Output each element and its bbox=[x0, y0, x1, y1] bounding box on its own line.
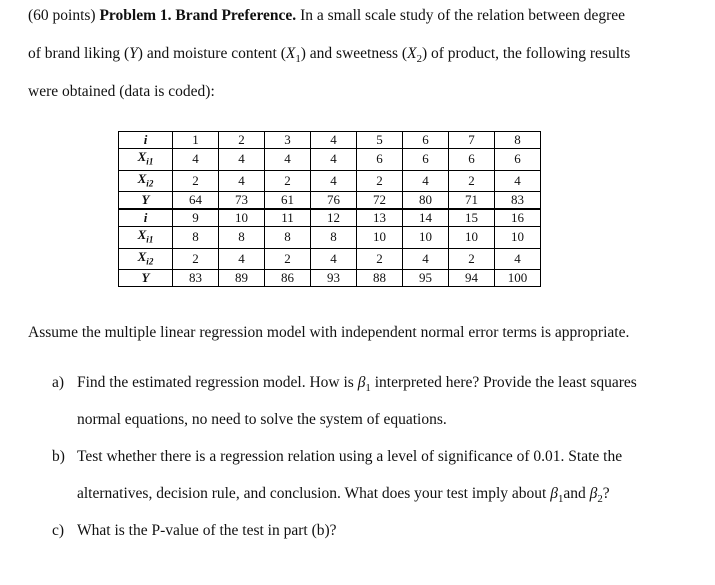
table-cell: 76 bbox=[311, 192, 357, 210]
row-label-sub: i1 bbox=[146, 234, 154, 245]
table-cell: 8 bbox=[219, 227, 265, 249]
question-c-letter: c) bbox=[52, 522, 65, 539]
row-label bbox=[119, 248, 173, 270]
table-cell: 7 bbox=[449, 132, 495, 149]
table-cell: 8 bbox=[265, 227, 311, 249]
table-cell: 6 bbox=[403, 132, 449, 149]
problem-heading-line bbox=[28, 7, 625, 25]
var-X2-sub: 2 bbox=[416, 53, 422, 66]
table-cell: 4 bbox=[219, 149, 265, 171]
table-cell: 4 bbox=[173, 149, 219, 171]
var-Y: Y bbox=[129, 45, 138, 62]
table-cell: 2 bbox=[265, 248, 311, 270]
intro-line2-part-c: ) and sweetness ( bbox=[300, 45, 408, 62]
table-cell: 8 bbox=[495, 132, 541, 149]
table-cell: 13 bbox=[357, 209, 403, 227]
table-cell: 93 bbox=[311, 270, 357, 287]
var-X2: X bbox=[407, 45, 417, 62]
beta-symbol: β bbox=[357, 374, 366, 391]
row-label bbox=[119, 170, 173, 192]
beta1-symbol: β bbox=[550, 485, 558, 502]
row-label-text: X bbox=[137, 227, 147, 243]
table-cell: 6 bbox=[449, 149, 495, 171]
row-label-text: X bbox=[137, 149, 147, 164]
table-row bbox=[119, 132, 541, 149]
intro-line2-part-d: ) of product, the following results bbox=[421, 45, 631, 62]
table-cell: 8 bbox=[311, 227, 357, 249]
row-label bbox=[119, 149, 173, 171]
table-cell: 71 bbox=[449, 192, 495, 210]
table-cell: 10 bbox=[357, 227, 403, 249]
table-cell: 6 bbox=[357, 149, 403, 171]
table-cell: 2 bbox=[449, 248, 495, 270]
table-row bbox=[119, 170, 541, 192]
table-row bbox=[119, 227, 541, 249]
beta2-sub: 2 bbox=[597, 493, 603, 506]
row-label-sub: i2 bbox=[146, 178, 154, 189]
table-cell: 2 bbox=[265, 170, 311, 192]
question-a-letter: a) bbox=[52, 374, 65, 391]
table-cell: 15 bbox=[449, 209, 495, 227]
table-cell: 72 bbox=[357, 192, 403, 210]
question-b-line2 bbox=[77, 485, 610, 505]
table-cell: 2 bbox=[357, 170, 403, 192]
beta2-symbol: β bbox=[589, 485, 598, 502]
table-cell: 64 bbox=[173, 192, 219, 210]
points-label: (60 points) bbox=[28, 7, 96, 24]
table-cell: 4 bbox=[495, 170, 541, 192]
table-cell: 4 bbox=[311, 132, 357, 149]
table-cell: 2 bbox=[357, 248, 403, 270]
data-table bbox=[118, 131, 541, 287]
table-cell: 4 bbox=[265, 149, 311, 171]
row-label bbox=[119, 132, 173, 149]
table-cell: 16 bbox=[495, 209, 541, 227]
question-a-text-part2: interpreted here? Provide the least squares bbox=[370, 374, 637, 391]
table-row bbox=[119, 192, 541, 210]
row-label bbox=[119, 270, 173, 287]
question-b-line1 bbox=[52, 448, 623, 466]
table-cell: 9 bbox=[173, 209, 219, 227]
question-b-text1: Test whether there is a regression relation using a level of significance of 0.01. State the bbox=[77, 448, 623, 465]
var-X1-sub: 1 bbox=[295, 53, 301, 66]
question-b-text2: alternatives, decision rule, and conclusion. What does your test imply about bbox=[77, 485, 551, 502]
row-label-text: X bbox=[137, 248, 147, 264]
table-cell: 3 bbox=[265, 132, 311, 149]
question-c-line1 bbox=[52, 522, 337, 540]
row-label bbox=[119, 209, 173, 227]
table-cell: 94 bbox=[449, 270, 495, 287]
table-row bbox=[119, 270, 541, 287]
table-row bbox=[119, 209, 541, 227]
row-label-text: i bbox=[143, 210, 148, 226]
row-label-sub: i1 bbox=[146, 156, 154, 167]
table-cell: 4 bbox=[495, 248, 541, 270]
intro-line2 bbox=[28, 45, 630, 65]
table-cell: 4 bbox=[311, 248, 357, 270]
table-cell: 4 bbox=[311, 170, 357, 192]
table-cell: 88 bbox=[357, 270, 403, 287]
table-cell: 2 bbox=[173, 248, 219, 270]
table-cell: 2 bbox=[449, 170, 495, 192]
beta1-sub: 1 bbox=[557, 493, 564, 506]
row-label-text: X bbox=[137, 170, 147, 186]
table-cell: 1 bbox=[173, 132, 219, 149]
table-cell: 2 bbox=[173, 170, 219, 192]
row-label bbox=[119, 192, 173, 210]
table-cell: 4 bbox=[219, 248, 265, 270]
table-cell: 8 bbox=[173, 227, 219, 249]
assumption-text: Assume the multiple linear regression model with independent normal error terms is appropriate. bbox=[28, 324, 630, 341]
table-cell: 83 bbox=[495, 192, 541, 210]
intro-line1: In a small scale study of the relation between degree bbox=[300, 7, 626, 24]
table-cell: 80 bbox=[403, 192, 449, 210]
table-cell: 10 bbox=[449, 227, 495, 249]
intro-line3: were obtained (data is coded): bbox=[28, 83, 215, 100]
beta-sub: 1 bbox=[365, 382, 371, 395]
table-cell: 10 bbox=[219, 209, 265, 227]
table-cell: 100 bbox=[495, 270, 541, 287]
table-cell: 73 bbox=[219, 192, 265, 210]
intro-line2-part-a: of brand liking ( bbox=[28, 45, 130, 62]
question-a-line2: normal equations, no need to solve the system of equations. bbox=[77, 411, 447, 428]
table-cell: 11 bbox=[265, 209, 311, 227]
table-cell: 95 bbox=[403, 270, 449, 287]
question-a-text-part1: Find the estimated regression model. How is bbox=[77, 374, 358, 391]
var-X1: X bbox=[285, 45, 296, 62]
table-cell: 4 bbox=[311, 149, 357, 171]
table-cell: 10 bbox=[403, 227, 449, 249]
row-label-text: i bbox=[143, 132, 148, 147]
table-cell: 86 bbox=[265, 270, 311, 287]
table-cell: 4 bbox=[219, 170, 265, 192]
table-row bbox=[119, 149, 541, 171]
question-mark: ? bbox=[602, 485, 610, 502]
row-label-text: Y bbox=[141, 192, 150, 208]
and-word: and bbox=[563, 485, 590, 502]
question-b-letter: b) bbox=[52, 448, 65, 465]
table-cell: 4 bbox=[403, 248, 449, 270]
table-cell: 6 bbox=[495, 149, 541, 171]
table-cell: 6 bbox=[403, 149, 449, 171]
table-cell: 83 bbox=[173, 270, 219, 287]
question-a-line1 bbox=[52, 374, 637, 395]
table-cell: 2 bbox=[219, 132, 265, 149]
intro-line2-part-b: ) and moisture content ( bbox=[137, 45, 286, 62]
table-cell: 89 bbox=[219, 270, 265, 287]
question-c-text: What is the P-value of the test in part (b)? bbox=[77, 522, 337, 539]
table-cell: 61 bbox=[265, 192, 311, 210]
table-cell: 14 bbox=[403, 209, 449, 227]
table-row bbox=[119, 248, 541, 270]
table-cell: 12 bbox=[311, 209, 357, 227]
table-cell: 10 bbox=[495, 227, 541, 249]
table-cell: 5 bbox=[357, 132, 403, 149]
problem-title: Problem 1. Brand Preference. bbox=[99, 7, 297, 24]
row-label-text: Y bbox=[141, 270, 150, 286]
row-label-sub: i2 bbox=[146, 256, 154, 267]
table-cell: 4 bbox=[403, 170, 449, 192]
row-label bbox=[119, 227, 173, 249]
